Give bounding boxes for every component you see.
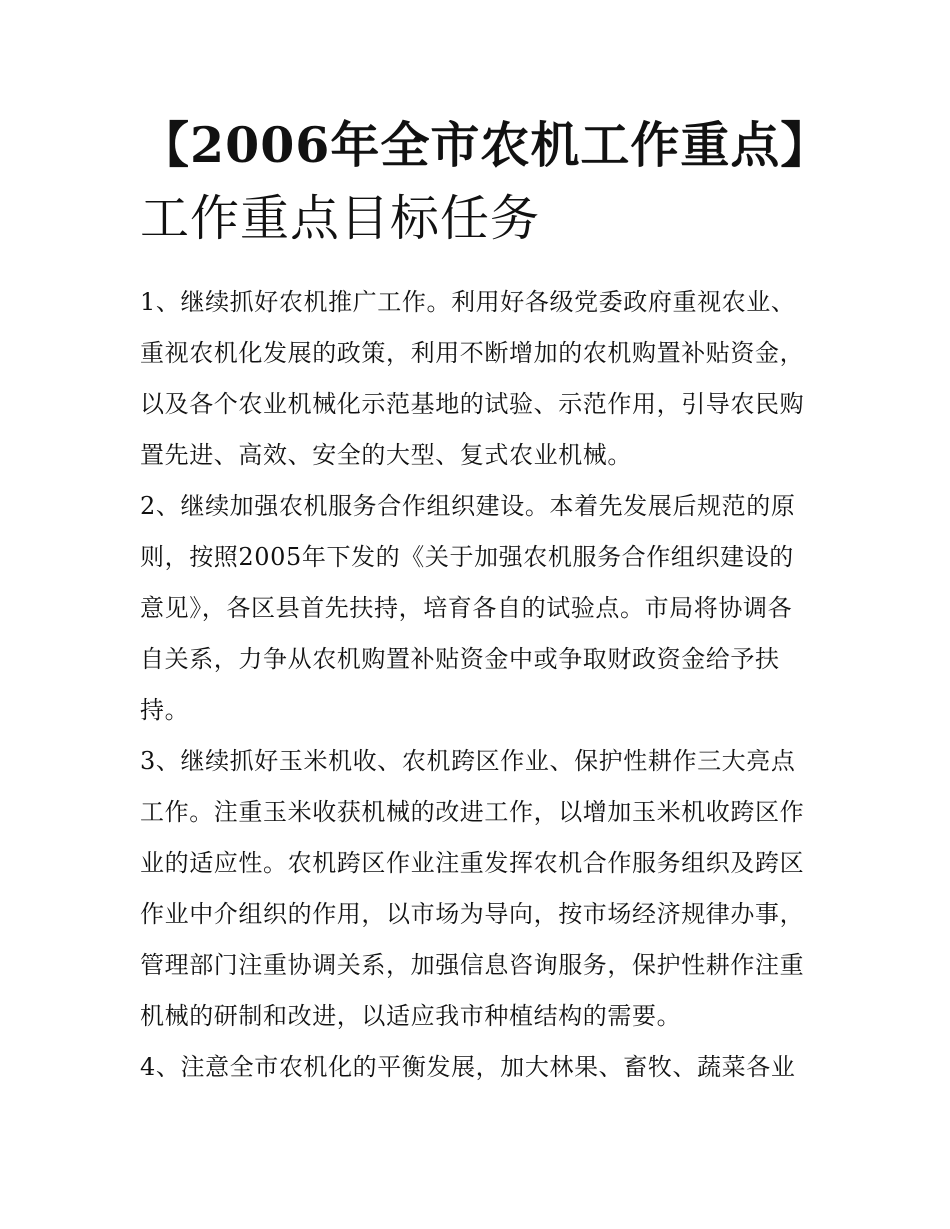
document-body [140,277,820,1093]
paragraph-line: 重视农机化发展的政策，利用不断增加的农机购置补贴资金， [140,339,805,367]
paragraph-2 [140,481,820,736]
paragraph-line: 工作。注重玉米收获机械的改进工作，以增加玉米机收跨区作 [140,798,805,826]
title-line-1: 【2006年全市农机工作重点】 [140,116,831,174]
paragraph-line: 自关系，力争从农机购置补贴资金中或争取财政资金给予扶 [140,645,780,673]
title-line-2: 工作重点目标任务 [140,190,541,247]
paragraph-line: 1、继续抓好农机推广工作。利用好各级党委政府重视农业、 [140,288,796,316]
paragraph-line: 作业中介组织的作用，以市场为导向，按市场经济规律办事， [140,900,805,928]
document-title [140,108,830,256]
paragraph-line: 2、继续加强农机服务合作组织建设。本着先发展后规范的原 [140,492,796,520]
paragraph-3 [140,736,820,1042]
paragraph-line: 3、继续抓好玉米机收、农机跨区作业、保护性耕作三大亮点 [140,747,796,775]
paragraph-line: 管理部门注重协调关系，加强信息咨询服务，保护性耕作注重 [140,951,805,979]
paragraph-line: 业的适应性。农机跨区作业注重发挥农机合作服务组织及跨区 [140,849,805,877]
paragraph-line: 意见》，各区县首先扶持，培育各自的试验点。市局将协调各 [140,594,793,622]
paragraph-1 [140,277,820,481]
paragraph-line: 则，按照2005年下发的《关于加强农机服务合作组织建设的 [140,543,794,571]
paragraph-line: 持。 [140,696,190,724]
paragraph-4 [140,1042,820,1093]
paragraph-line: 置先进、高效、安全的大型、复式农业机械。 [140,441,632,469]
paragraph-line: 4、注意全市农机化的平衡发展，加大林果、畜牧、蔬菜各业 [140,1053,796,1081]
paragraph-line: 以及各个农业机械化示范基地的试验、示范作用，引导农民购 [140,390,805,418]
paragraph-line: 机械的研制和改进，以适应我市种植结构的需要。 [140,1002,682,1030]
